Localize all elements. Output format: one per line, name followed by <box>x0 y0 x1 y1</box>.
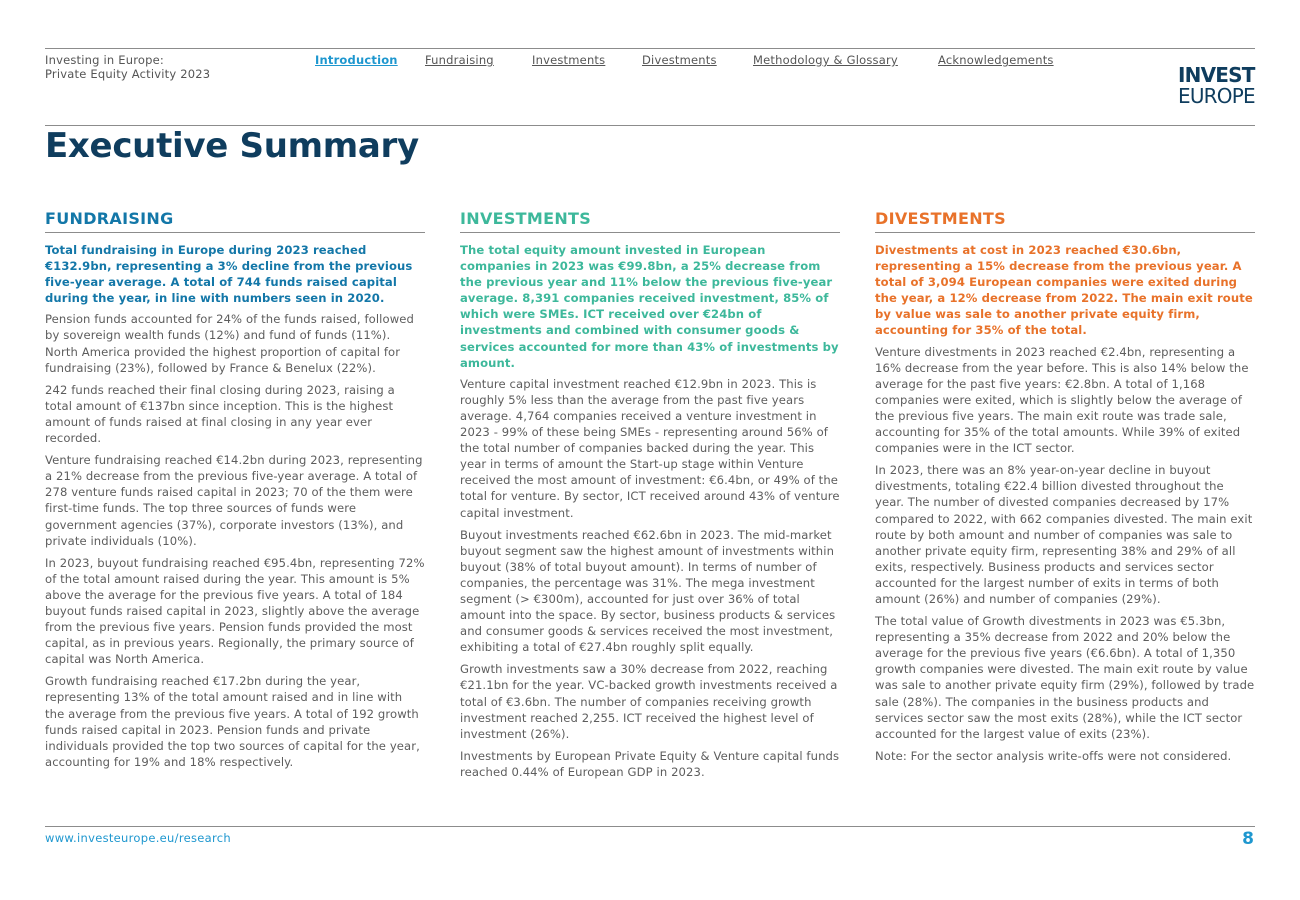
investments-lead: The total equity amount invested in European companies in 2023 was €99.8bn, a 25% decrease from the previous year and 11% below the previous five-year average. 8,391 companies received investment, 85% of which were SMEs. ICT received over €24bn of investments and combined with consumer goods & services accounted for more than 43% of investments by amount. <box>460 243 839 370</box>
divestments-note: Note: For the sector analysis write-offs were not considered. <box>875 748 1232 763</box>
invest-europe-logo <box>1178 64 1256 106</box>
document-title-line1: Investing in Europe: <box>45 53 164 67</box>
divestments-lead: Divestments at cost in 2023 reached €30.6bn, representing a 15% decrease from the previous year. A total of 3,094 European companies were exited during the year, a 12% decrease from 2022. The main exit route by value was sale to another private equity firm, accounting for 35% of the total. <box>875 243 1253 338</box>
logo-line1: INVEST <box>1178 63 1255 87</box>
divestments-paragraph: In 2023, there was an 8% year-on-year decline in buyout divestments, totaling €22.4 billion divested throughout the year. The number of divested companies decreased by 17% compared to 2022, with 662 companies divested. The main exit route by both amount and number of companies was sale to another private equity firm, representing 38% and 29% of all exits, respectively. Business products and services sector accounted for the largest number of exits in terms of both amount (26%) and number of companies (29%). <box>875 463 1253 606</box>
page-title: Executive Summary <box>45 126 419 166</box>
investments-column <box>460 209 840 786</box>
document-title <box>45 53 210 81</box>
fundraising-column <box>45 209 425 776</box>
divestments-column <box>875 209 1255 770</box>
fundraising-paragraph: 242 funds reached their final closing during 2023, raising a total amount of €137bn since inception. This is the highest amount of funds raised at final closing in any year ever recorded. <box>45 382 395 446</box>
footer-url-link[interactable]: www.investeurope.eu/research <box>45 831 231 845</box>
nav-link-introduction[interactable]: Introduction <box>315 53 398 67</box>
fundraising-paragraph: Growth fundraising reached €17.2bn during the year, representing 13% of the total amount raised and in line with the average from the previous five years. A total of 192 growth funds raised capital in 2023. Pension funds and private individuals provided the top two sources of capital for the year, accounting for 19% and 18% respectively. <box>45 674 420 769</box>
investments-paragraph: Buyout investments reached €62.6bn in 2023. The mid-market buyout segment saw the highest amount of investments within buyout (38% of total buyout amount). In terms of number of companies, the percentage was 31%. The mega investment segment (> €300m), accounted for just over 36% of total amount into the space. By sector, business products & services and consumer goods & services received the most investment, exhibiting a total of €27.4bn roughly split equally. <box>460 527 836 655</box>
investments-paragraph: Investments by European Private Equity & Venture capital funds reached 0.44% of European GDP in 2023. <box>460 748 840 779</box>
divestments-heading: DIVESTMENTS <box>875 209 1255 233</box>
fundraising-lead: Total fundraising in Europe during 2023 reached €132.9bn, representing a 3% decline from the previous five-year average. A total of 744 funds raised capital during the year, in line with numbers seen in 2020. <box>45 243 413 306</box>
header-top-rule <box>45 48 1255 49</box>
investments-paragraph: Venture capital investment reached €12.9bn in 2023. This is roughly 5% less than the average from the past five years average. 4,764 companies received a venture investment in 2023 - 99% of these being SMEs - representing around 56% of the total number of companies backed during the year. This year in terms of amount the Start-up stage within Venture received the most amount of investment: €6.4bn, or 49% of the total for venture. By sector, ICT received around 43% of venture capital investment. <box>460 376 840 520</box>
page-number: 8 <box>1242 829 1254 849</box>
nav-link-acknowledgements[interactable]: Acknowledgements <box>938 53 1054 67</box>
nav-link-investments[interactable]: Investments <box>532 53 606 67</box>
investments-paragraph: Growth investments saw a 30% decrease from 2022, reaching €21.1bn for the year. VC-backed growth investments received a total of €3.6bn. The number of companies receiving growth investment reached 2,255. ICT received the highest level of investment (26%). <box>460 662 838 741</box>
fundraising-paragraph: Venture fundraising reached €14.2bn during 2023, representing a 21% decrease from the previous five-year average. A total of 278 venture funds raised capital in 2023; 70 of the them were first-time funds. The top three sources of funds were government agencies (37%), corporate investors (13%), and private individuals (10%). <box>45 453 423 548</box>
fundraising-paragraph: Pension funds accounted for 24% of the funds raised, followed by sovereign wealth funds (12%) and fund of funds (11%). North America provided the highest proportion of capital for fundraising (23%), followed by France & Benelux (22%). <box>45 312 414 375</box>
nav-link-divestments[interactable]: Divestments <box>642 53 717 67</box>
nav-link-fundraising[interactable]: Fundraising <box>425 53 494 67</box>
investments-heading: INVESTMENTS <box>460 209 840 233</box>
fundraising-heading: FUNDRAISING <box>45 209 425 233</box>
footer-rule <box>45 826 1255 827</box>
divestments-paragraph: The total value of Growth divestments in 2023 was €5.3bn, representing a 35% decrease from 2022 and 20% below the average for the previous five years (€6.6bn). A total of 1,350 growth companies were divested. The main exit route by value was sale to another private equity firm (29%), followed by trade sale (28%). The companies in the business products and services sector saw the most exits (28%), while the ICT sector accounted for the largest value of exits (23%). <box>875 614 1255 741</box>
logo-line2: EUROPE <box>1178 84 1255 108</box>
document-title-line2: Private Equity Activity 2023 <box>45 67 211 81</box>
fundraising-paragraph: In 2023, buyout fundraising reached €95.4bn, representing 72% of the total amount raised during the year. This amount is 5% above the average for the previous five years. A total of 184 buyout funds raised capital in 2023, slightly above the average from the previous five years. Pension funds provided the most capital, as in previous years. Regionally, the primary source of capital was North America. <box>45 555 425 667</box>
divestments-paragraph: Venture divestments in 2023 reached €2.4bn, representing a 16% decrease from the year before. This is also 14% below the average for the past five years: €2.8bn. A total of 1,168 companies were exited, which is slightly below the average of the previous five years. The main exit route was trade sale, accounting for 35% of the total amounts. While 39% of exited companies were in the ICT sector. <box>875 344 1249 456</box>
nav-link-methodology-glossary[interactable]: Methodology & Glossary <box>753 53 898 67</box>
